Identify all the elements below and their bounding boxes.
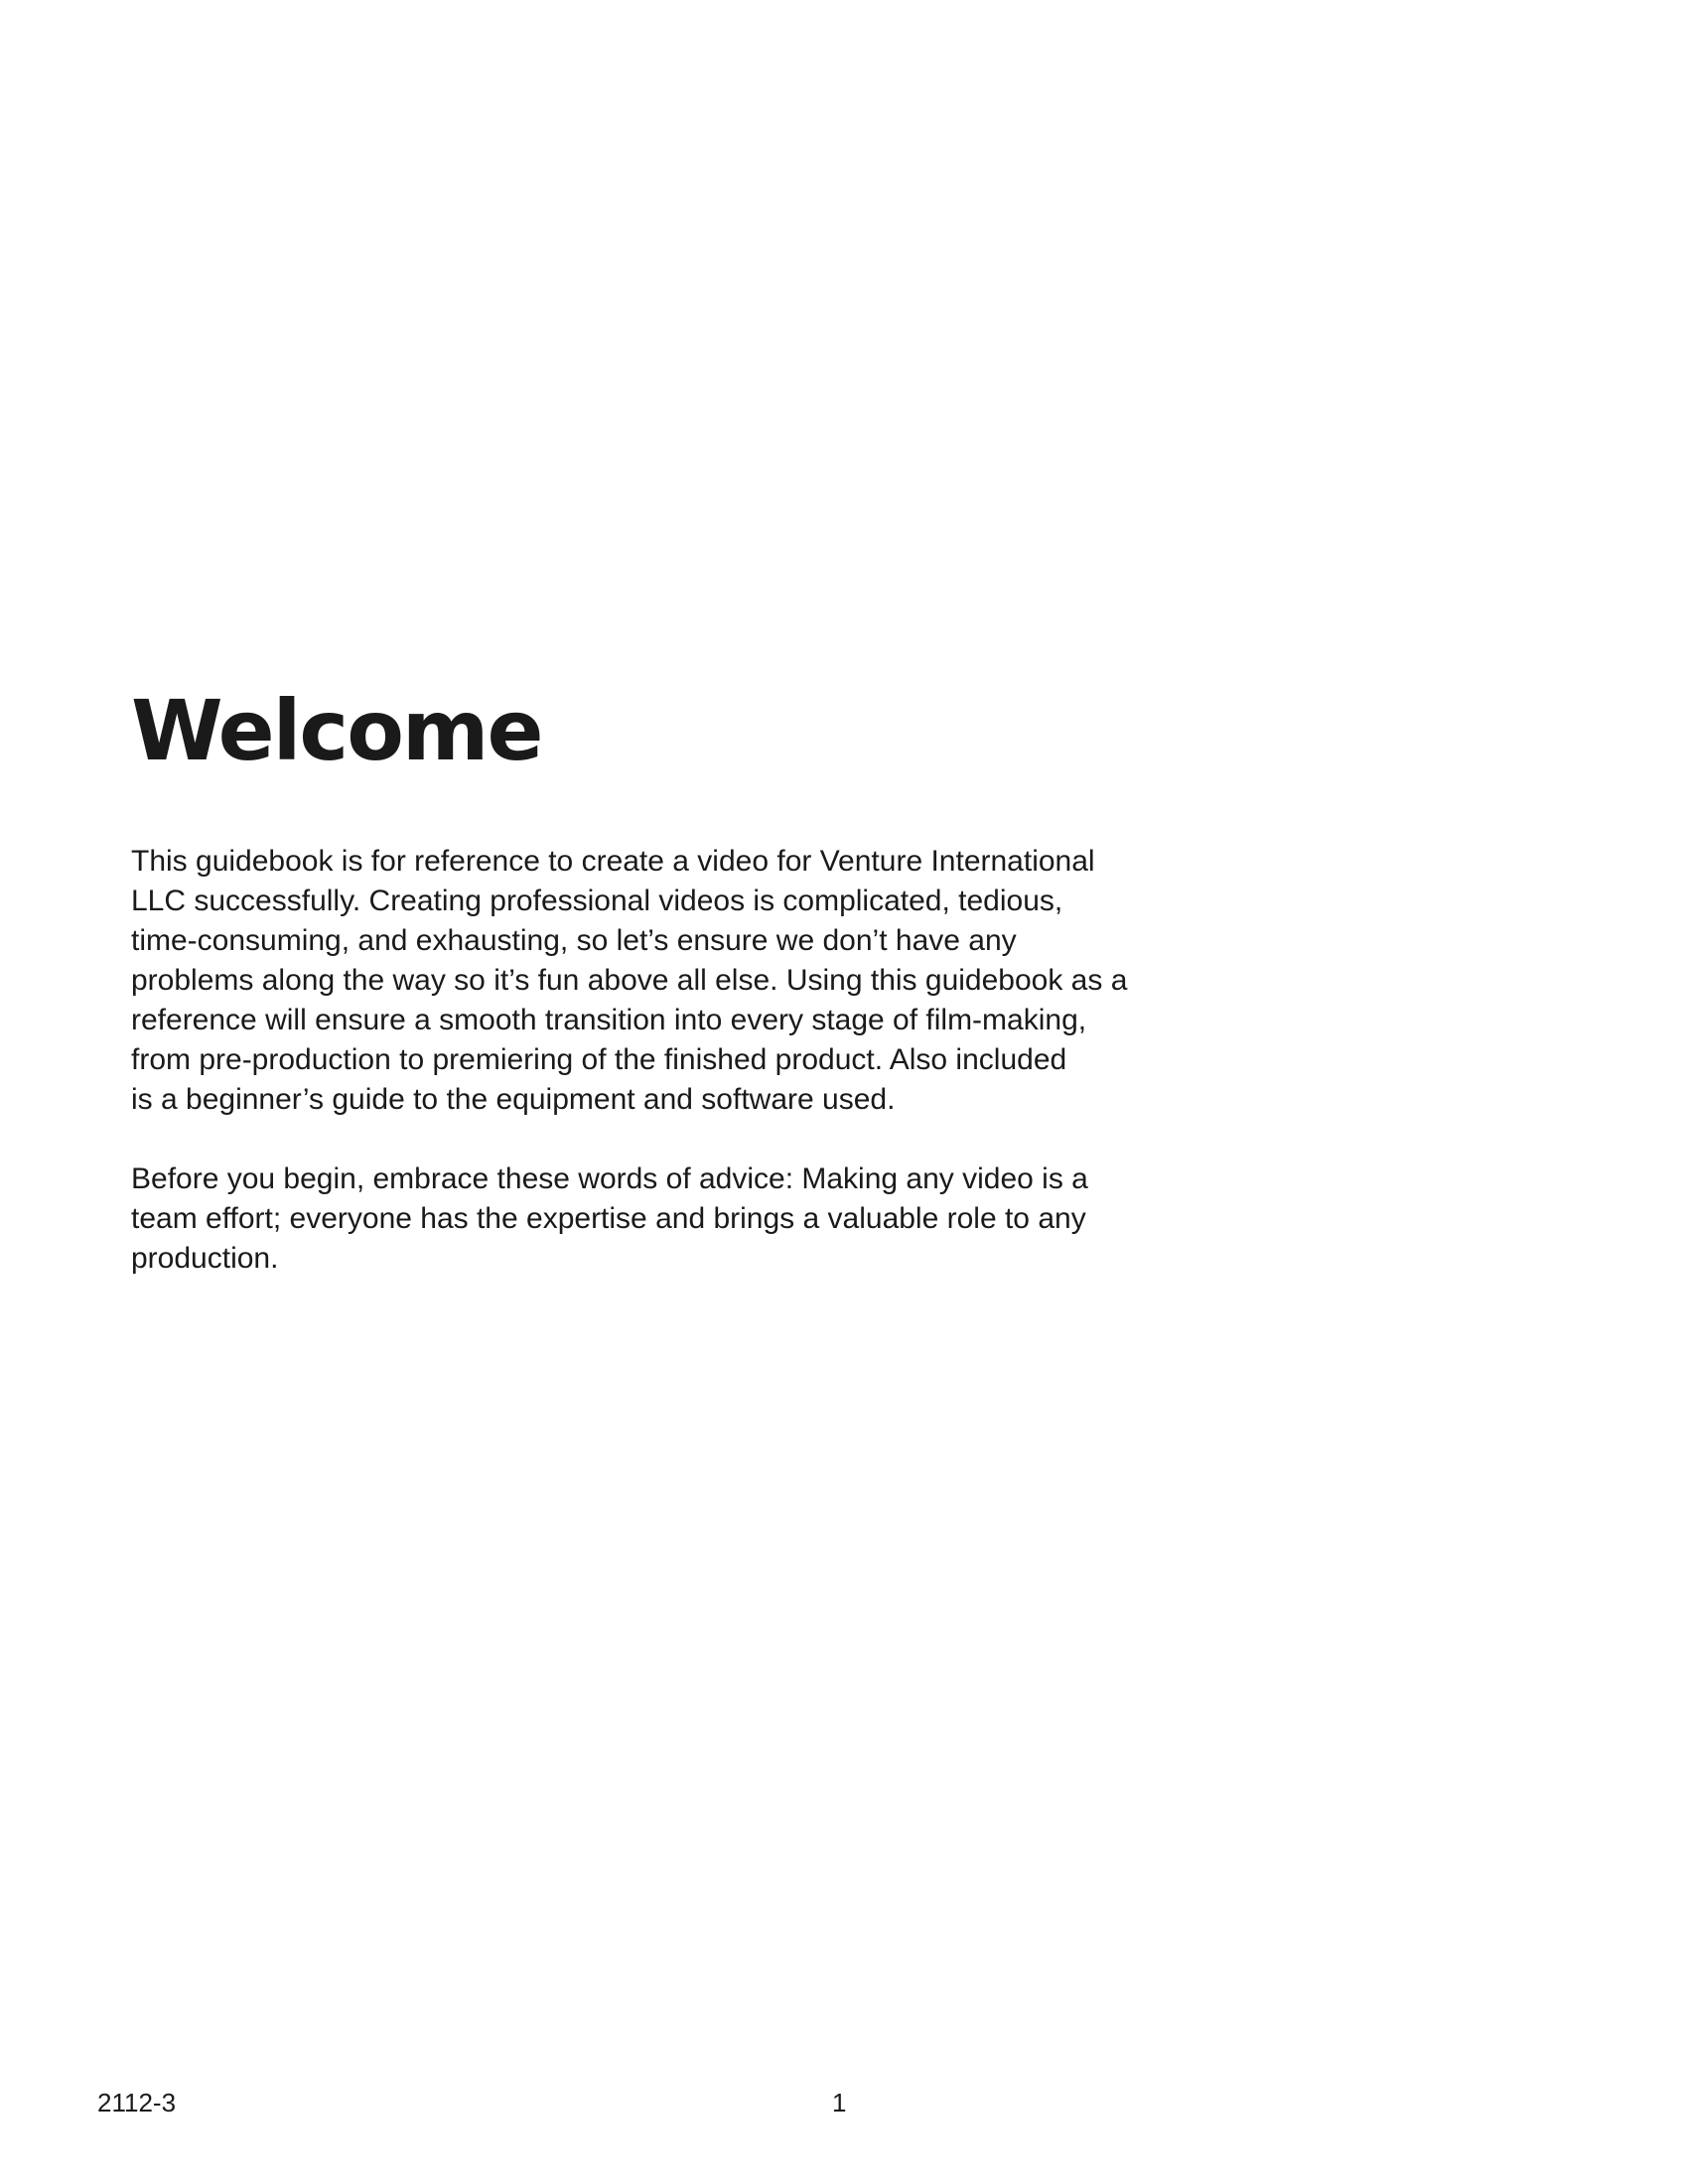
footer-page-number: 1 [832, 2088, 847, 2117]
paragraph-line: production. [131, 1242, 279, 1275]
advice-paragraph [131, 1160, 1144, 1279]
paragraph-line: from pre-production to premiering of the finished product. Also included [131, 1043, 1067, 1076]
paragraph-line: team effort; everyone has the expertise and brings a valuable role to any [131, 1202, 1086, 1235]
paragraph-line: reference will ensure a smooth transition into every stage of film-making, [131, 1004, 1087, 1036]
paragraph-line: time-consuming, and exhausting, so let’s ensure we don’t have any [131, 924, 1017, 957]
paragraph-line: is a beginner’s guide to the equipment and software used. [131, 1083, 896, 1116]
page-content [131, 681, 1144, 1279]
paragraph-line: LLC successfully. Creating professional videos is complicated, tedious, [131, 885, 1063, 917]
paragraph-line: problems along the way so it’s fun above all else. Using this guidebook as a [131, 964, 1128, 997]
page-title: Welcome [131, 682, 542, 779]
paragraph-line: This guidebook is for reference to create a video for Venture International [131, 845, 1095, 878]
footer-document-code: 2112-3 [97, 2088, 177, 2117]
paragraph-line: Before you begin, embrace these words of advice: Making any video is a [131, 1162, 1088, 1195]
intro-paragraph [131, 842, 1144, 1120]
